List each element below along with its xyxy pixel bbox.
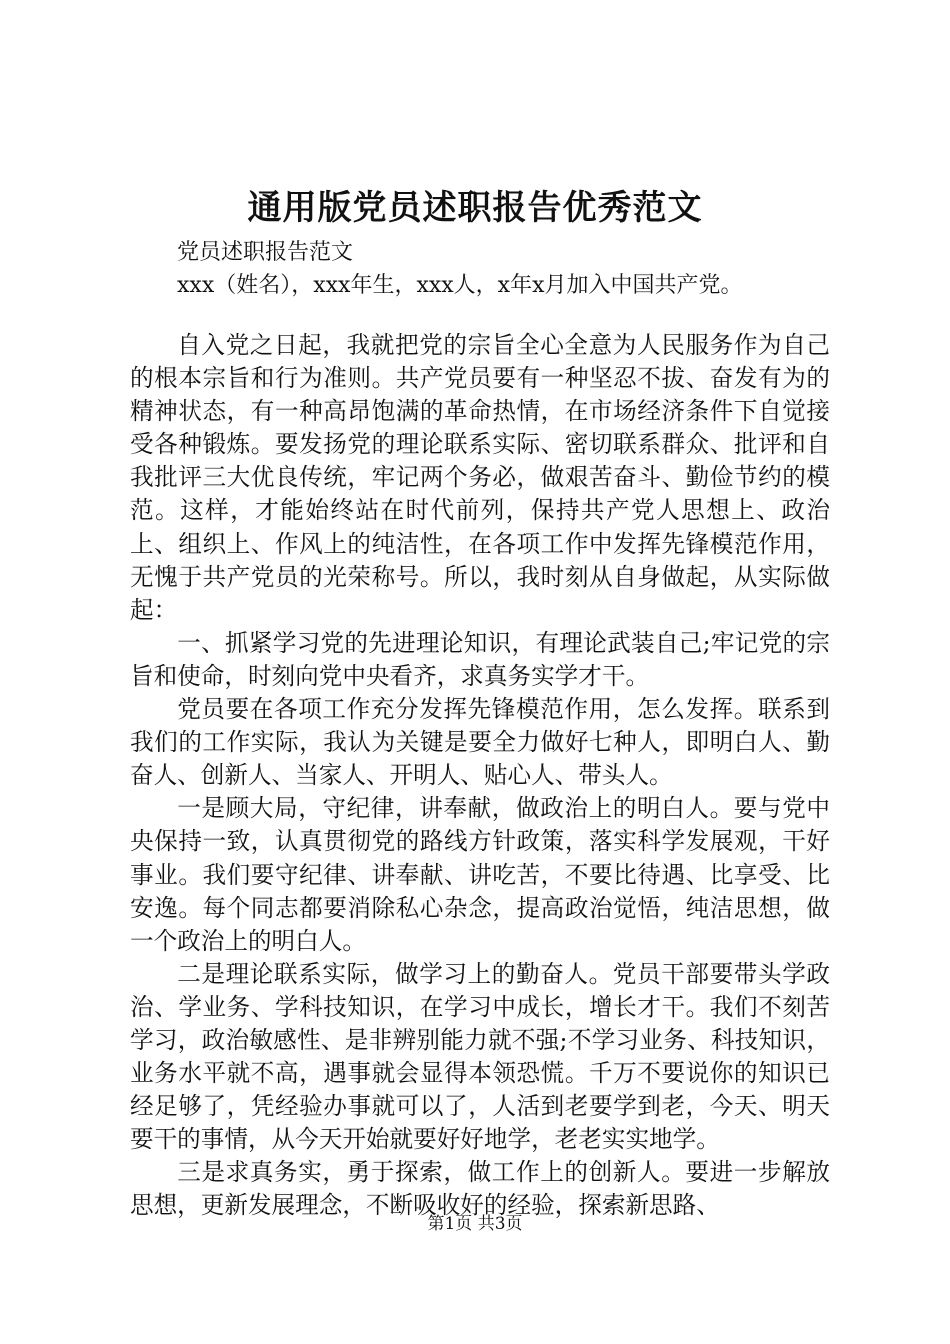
paragraph: 自入党之日起，我就把党的宗旨全心全意为人民服务作为自己的根本宗旨和行为准则。共产党员要有一种坚忍不拔、奋发有为的精神状态，有一种高昂饱满的革命热情，在市场经济条件下自觉接受各种锻炼。要发扬党的理论联系实际、密切联系群众、批评和自我批评三大优良传统，牢记两个务必，做艰苦奋斗、勤俭节约的模范。这样，才能始终站在时代前列，保持共产党人思想上、政治上、组织上、作风上的纯洁性，在各项工作中发挥先锋模范作用，无愧于共产党员的光荣称号。所以，我时刻从自身做起，从实际做起： [130,331,830,624]
paragraph: 三是求真务实，勇于探索，做工作上的创新人。要进一步解放思想，更新发展理念，不断吸收好的经验，探索新思路、 [130,1158,830,1220]
document-subtitle: 党员述职报告范文 [177,240,354,265]
paragraph: 党员要在各项工作充分发挥先锋模范作用，怎么发挥。联系到我们的工作实际，我认为关键是要全力做好七种人，即明白人、勤奋人、创新人、当家人、开明人、贴心人、带头人。 [130,695,830,790]
paragraph: 一、抓紧学习党的先进理论知识，有理论武装自己;牢记党的宗旨和使命，时刻向党中央看齐，求真务实学才干。 [130,628,830,690]
page-footer: 第1页 共3页 [427,1214,523,1234]
document-title: 通用版党员述职报告优秀范文 [247,188,703,228]
intro-line: xxx（姓名），xxx年生，xxx人，x年x月加入中国共产党。 [177,273,743,298]
paragraph: 一是顾大局，守纪律，讲奉献，做政治上的明白人。要与党中央保持一致，认真贯彻党的路线方针政策，落实科学发展观，干好事业。我们要守纪律、讲奉献、讲吃苦，不要比待遇、比享受、比安逸。每个同志都要消除私心杂念，提高政治觉悟，纯洁思想，做一个政治上的明白人。 [130,794,830,955]
paragraph: 二是理论联系实际，做学习上的勤奋人。党员干部要带头学政治、学业务、学科技知识，在学习中成长，增长才干。我们不刻苦学习，政治敏感性、是非辨别能力就不强;不学习业务、科技知识，业务水平就不高，遇事就会显得本领恐慌。千万不要说你的知识已经足够了，凭经验办事就可以了，人活到老要学到老，今天、明天要干的事情，从今天开始就要好好地学，老老实实地学。 [130,959,830,1154]
document-body [130,329,830,1223]
